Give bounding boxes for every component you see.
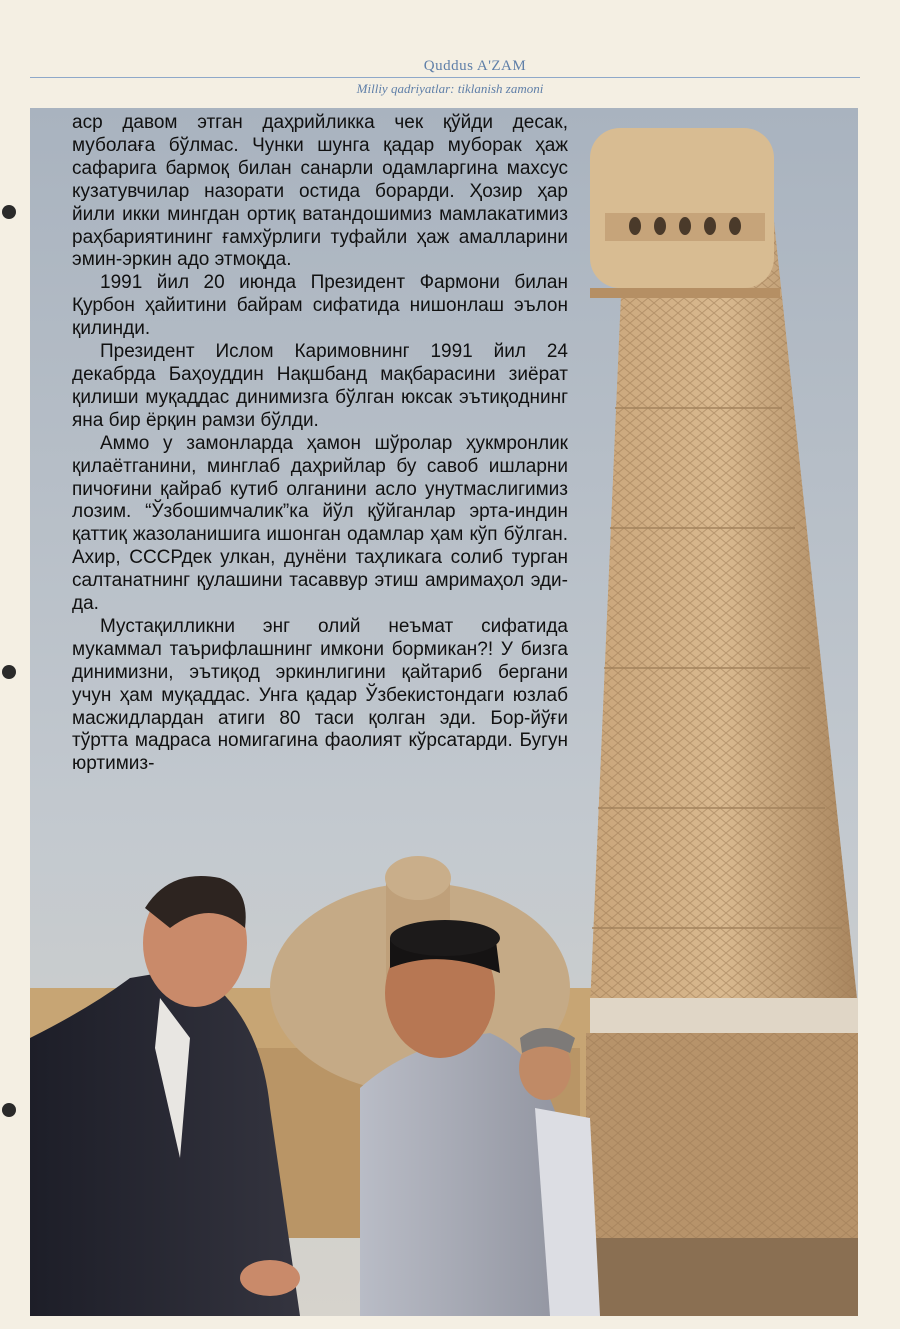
- binder-hole-icon: [2, 665, 16, 679]
- header-rule: [30, 77, 860, 78]
- paragraph: Аммо у замонларда ҳамон шўролар ҳукмронлик қилаётганини, минглаб даҳрийлар бу савоб ишларни пичоғини қайраб кутиб олганини асло унутмаслигимиз лозим. “Ўзбошимчалик”ка йўл қўйганлар эрта-индин қаттиқ жазоланишига ишонган одамлар ҳам кўп бўлган. Ахир, СССРдек улкан, дунёни таҳликага солиб турган салтанатнинг қулашини тасаввур этиш амримаҳол эди-да.: [72, 432, 568, 615]
- body-text: [72, 112, 568, 776]
- page-header: [0, 0, 900, 110]
- binder-hole-icon: [2, 1103, 16, 1117]
- paragraph: Мустақилликни энг олий неъмат сифатида мукаммал таърифлашнинг имкони бормикан?! У бизга динимизни, эътиқод эркинлигини қайтариб бергани учун ҳам муқаддас. Унга қадар Ўзбекистондаги юзлаб масжидлардан атиги 80 таси қолган эди. Бор-йўғи тўртта мадраса номигагина фаолият кўрсатарди. Бугун юртимиз-: [72, 615, 568, 775]
- paragraph: Президент Ислом Каримовнинг 1991 йил 24 декабрда Баҳоуддин Нақшбанд мақбарасини зиёрат қилиши муқаддас динимизга бўлган юксак эътиқоднинг яна бир ёрқин рамзи бўлди.: [72, 341, 568, 431]
- running-head-author: Quddus A'ZAM: [423, 58, 527, 74]
- binder-hole-icon: [2, 205, 16, 219]
- paragraph: 1991 йил 20 июнда Президент Фармони билан Қурбон ҳайитини байрам сифатида нишонлаш эълон қилинди.: [72, 272, 568, 340]
- running-head-subtitle: Milliy qadriyatlar: tiklanish zamoni: [356, 81, 544, 96]
- paragraph: аср давом этган даҳрийликка чек қўйди десак, муболаға бўлмас. Чунки шунга қадар муборак ҳаж сафарига бармоқ билан санарли одамларгина махсус кузатувчилар назорати остида борарди. Ҳозир ҳар йили икки мингдан ортиқ ватандошимиз мамлакатимиз раҳбариятининг ғамхўрлиги туфайли ҳаж амалларини эмин-эркин адо этмоқда.: [72, 112, 568, 271]
